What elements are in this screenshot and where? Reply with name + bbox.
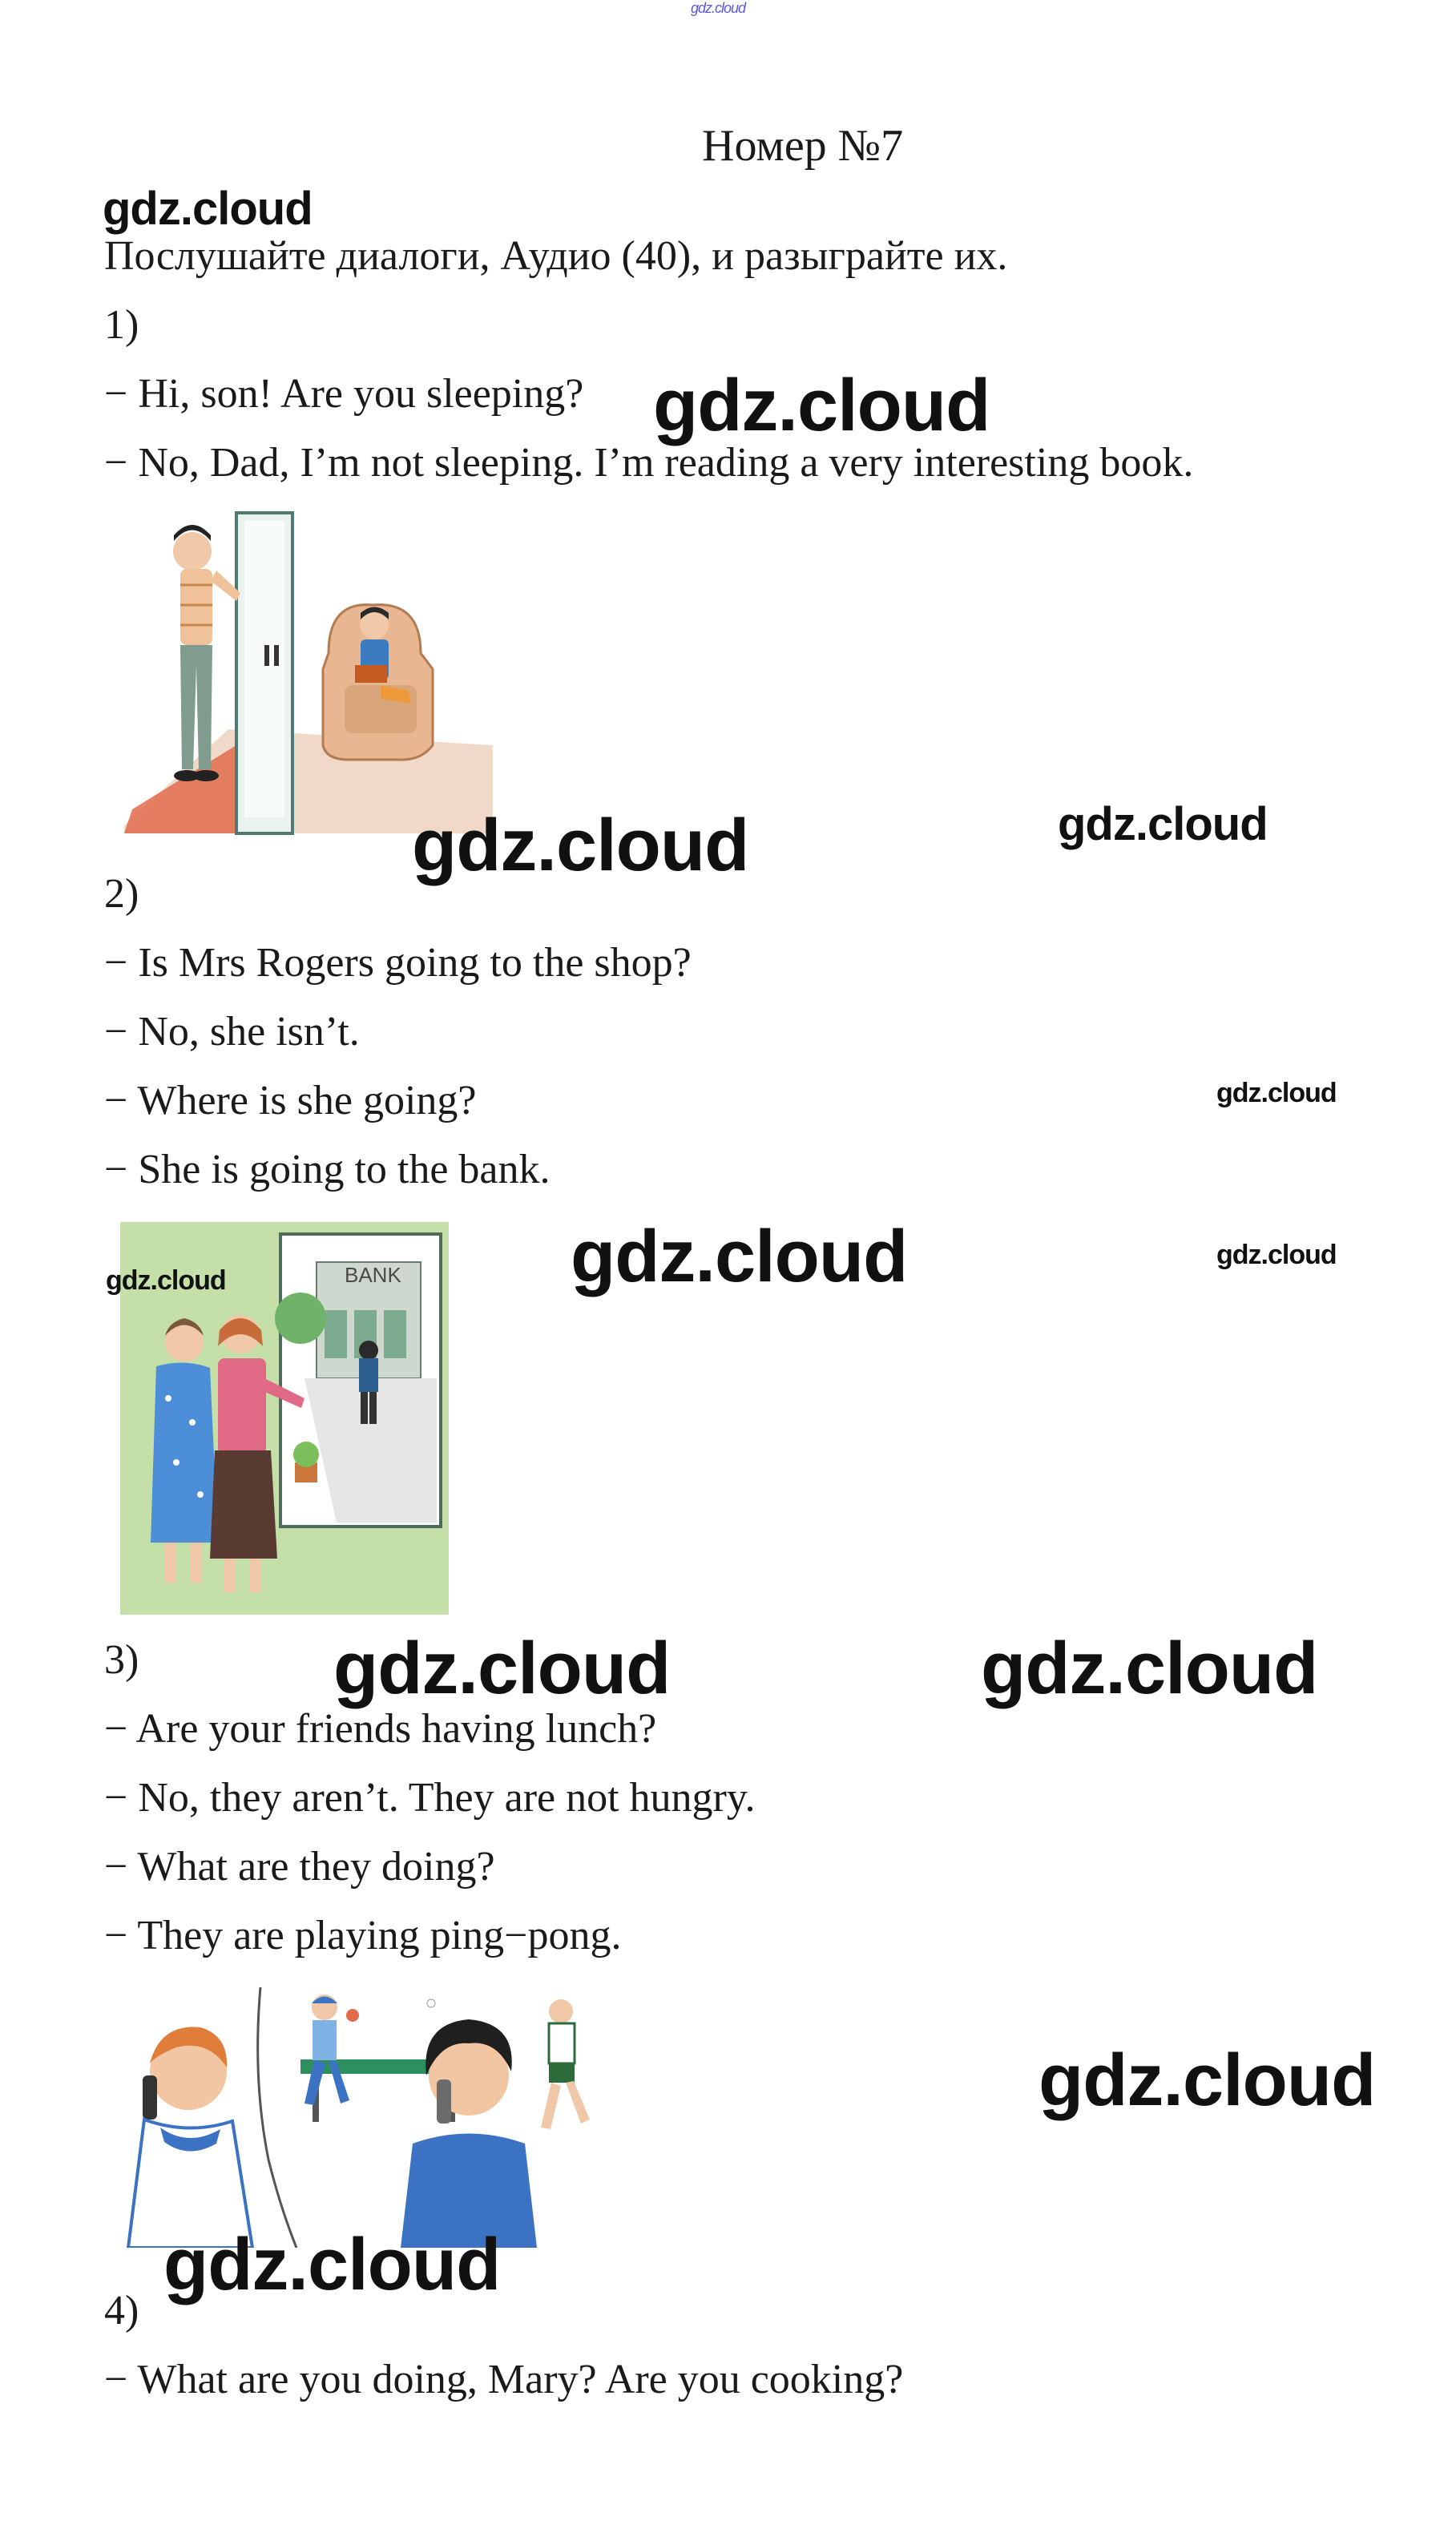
dialogue-line: − Hi, son! Are you sleeping? — [104, 371, 584, 417]
watermark: gdz.cloud — [106, 1265, 226, 1296]
page-title: Номер №7 — [702, 121, 904, 171]
top-watermark: gdz.cloud — [691, 0, 746, 16]
instruction-text: Послушайте диалоги, Аудио (40), и разыграйте их. — [104, 233, 1008, 279]
watermark: gdz.cloud — [1039, 2039, 1376, 2121]
dialogue-line: − Are your friends having lunch? — [104, 1706, 657, 1752]
dialogue-line: − She is going to the bank. — [104, 1147, 551, 1192]
dialogue-line: − What are they doing? — [104, 1844, 495, 1890]
dialogue-number: 1) — [104, 302, 139, 348]
watermark: gdz.cloud — [333, 1628, 671, 1709]
dialogue-number: 4) — [104, 2288, 139, 2333]
father-son-illustration — [116, 505, 501, 841]
bank-sign: BANK — [345, 1263, 401, 1287]
watermark: gdz.cloud — [653, 365, 990, 446]
watermark: gdz.cloud — [1216, 1240, 1337, 1270]
watermark: gdz.cloud — [1058, 798, 1268, 850]
ping-pong-illustration — [112, 1983, 625, 2248]
watermark: gdz.cloud — [103, 183, 313, 235]
watermark: gdz.cloud — [412, 805, 749, 886]
dialogue-line: − What are you doing, Mary? Are you cooking? — [104, 2357, 904, 2402]
watermark: gdz.cloud — [981, 1628, 1318, 1709]
dialogue-line: − They are playing ping−pong. — [104, 1913, 622, 1958]
watermark: gdz.cloud — [163, 2224, 501, 2305]
dialogue-number: 3) — [104, 1637, 139, 1683]
watermark: gdz.cloud — [571, 1216, 908, 1297]
dialogue-line: − Is Mrs Rogers going to the shop? — [104, 940, 692, 986]
watermark: gdz.cloud — [1216, 1078, 1337, 1108]
dialogue-line: − No, they aren’t. They are not hungry. — [104, 1775, 756, 1821]
dialogue-line: − Where is she going? — [104, 1078, 477, 1123]
dialogue-line: − No, Dad, I’m not sleeping. I’m reading a very interesting book. — [104, 440, 1194, 486]
dialogue-line: − No, she isn’t. — [104, 1009, 360, 1055]
dialogue-number: 2) — [104, 871, 139, 917]
